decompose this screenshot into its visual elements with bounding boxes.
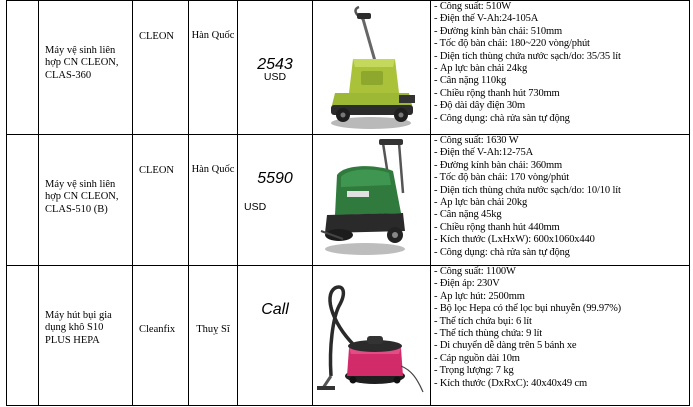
spec-line: - Diện tích thùng chứa nước sạch/do: 35/35 lít: [434, 50, 621, 62]
product-specs: [431, 266, 690, 406]
spec-line: - Thể tích thùng chứa: 9 lít: [434, 328, 543, 340]
spec-line: - Công suất: 510W: [434, 1, 512, 12]
spec-line: - Công dụng: chà rửa sàn tự động: [434, 246, 570, 258]
spec-line: - Đường kính bàn chải: 360mm: [434, 159, 563, 171]
price-value: 2543: [257, 56, 293, 73]
product-image-cell: [313, 1, 431, 135]
table-row: [7, 135, 690, 266]
product-specs: [431, 135, 690, 266]
spec-line: - Trọng lượng: 7 kg: [434, 365, 514, 377]
price-currency: USD: [244, 201, 267, 214]
spec-line: - Điện thế V-Ah:12-75A: [434, 147, 534, 159]
spec-line: - Điện thế V-Ah:24-105A: [434, 13, 539, 25]
row-number-cell: [7, 135, 39, 266]
spec-line: - Công dụng: chà rửa sàn tự động: [434, 112, 570, 124]
product-origin: Hàn Quốc: [189, 1, 238, 135]
product-image-cell: [313, 135, 431, 266]
row-number-cell: [7, 1, 39, 135]
spec-line: - Đường kính bàn chải: 510mm: [434, 25, 563, 37]
product-brand: CLEON: [133, 135, 189, 266]
spec-line: - Điện áp: 230V: [434, 278, 500, 290]
product-brand: CLEON: [133, 1, 189, 135]
table-row: [7, 1, 690, 135]
product-name: Máy vệ sinh liên hợp CN CLEON, CLAS-360: [39, 1, 133, 135]
spec-line: - Tốc độ bàn chải: 180~220 vòng/phút: [434, 38, 590, 50]
spec-line: - Cáp nguồn dài 10m: [434, 352, 520, 364]
table-row: [7, 266, 690, 406]
spec-line: - Thể tích chứa bụi: 6 lít: [434, 315, 532, 327]
price-value: 5590: [257, 170, 293, 187]
spec-line: - Độ dài dây điện 30m: [434, 100, 526, 112]
product-origin: Thuỵ Sĩ: [189, 266, 238, 406]
vacuum-cleaner-icon: [313, 266, 430, 404]
spec-line: - Công suất: 1630 W: [434, 135, 519, 146]
spec-line: - Cân nặng 110kg: [434, 75, 507, 87]
spec-line: - Bộ lọc Hepa có thể lọc bụi nhuyễn (99.97%): [434, 303, 622, 315]
product-name: Máy vệ sinh liên hợp CN CLEON, CLAS-510 (B): [39, 135, 133, 266]
spec-line: - Tốc độ bàn chải: 170 vòng/phút: [434, 172, 569, 184]
product-name: Máy hút bụi gia dụng khô S10 PLUS HEPA: [39, 266, 133, 406]
spec-line: - Kích thước (LxHxW): 600x1060x440: [434, 234, 595, 246]
product-price-cell: [238, 266, 313, 406]
scrubber-green-icon: [313, 1, 430, 133]
spec-line: - Chiều rộng thanh hút 730mm: [434, 87, 560, 99]
spec-line: - Áp lực bàn chải 24kg: [434, 63, 528, 75]
spec-line: - Công suất: 1100W: [434, 266, 516, 277]
product-price-cell: [238, 1, 313, 135]
spec-line: - Cân nặng 45kg: [434, 209, 502, 221]
spec-line: - Di chuyển dễ dàng trên 5 bánh xe: [434, 340, 577, 352]
product-image-cell: [313, 266, 431, 406]
spec-line: - Diện tích thùng chứa nước sạch/do: 10/10 lít: [434, 184, 621, 196]
spec-line: - Chiều rộng thanh hút 440mm: [434, 221, 560, 233]
scrubber-compact-icon: [313, 135, 430, 264]
row-number-cell: [7, 266, 39, 406]
product-table: [6, 0, 690, 406]
spec-line: - Áp lực hút: 2500mm: [434, 290, 525, 302]
product-price-cell: [238, 135, 313, 266]
product-specs: [431, 1, 690, 135]
price-value: Call: [261, 301, 289, 318]
price-currency: USD: [263, 71, 287, 84]
product-origin: Hàn Quốc: [189, 135, 238, 266]
product-brand: Cleanfix: [133, 266, 189, 406]
spec-line: - Áp lực bàn chải 20kg: [434, 197, 528, 209]
spec-line: - Kích thước (DxRxC): 40x40x49 cm: [434, 377, 587, 389]
